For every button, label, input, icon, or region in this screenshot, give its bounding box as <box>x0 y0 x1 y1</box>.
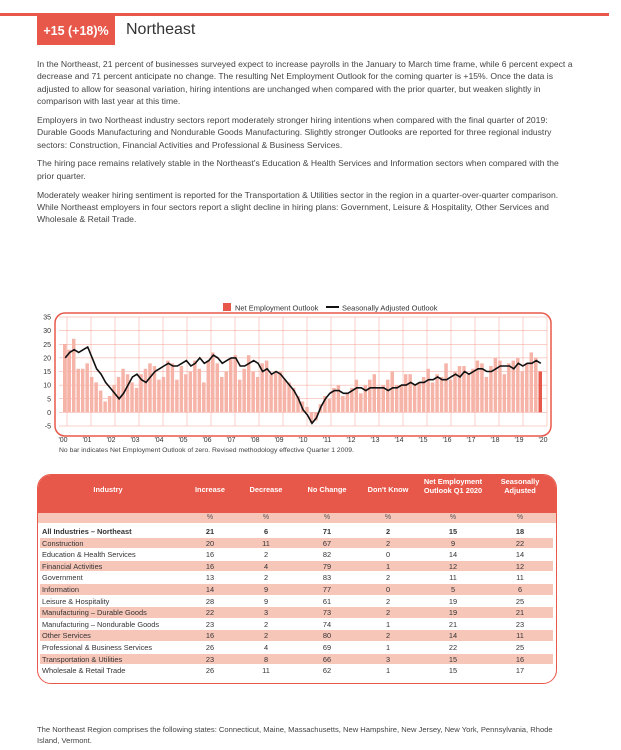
th-increase: Increase <box>195 485 225 494</box>
table-cell: 0 <box>385 585 391 594</box>
table-cell: 23 <box>205 619 215 629</box>
x-tick-label: '11 <box>322 437 332 444</box>
table-cell: 2 <box>385 527 391 536</box>
outlook-bar <box>207 361 210 413</box>
industry-name: Transportation & Utilities <box>42 654 123 664</box>
table-cell: 19 <box>448 608 458 618</box>
outlook-bar <box>85 363 88 412</box>
table-cell: 82 <box>322 550 332 560</box>
outlook-bar <box>498 361 501 413</box>
table-cell: 23 <box>205 654 215 664</box>
outlook-bar <box>458 366 461 412</box>
outlook-bar <box>503 374 506 412</box>
y-tick-label: 20 <box>43 355 51 363</box>
legend-line-label: Seasonally Adjusted Outlook <box>342 303 438 313</box>
x-tick-label: '08 <box>250 437 260 444</box>
outlook-bar <box>278 372 281 413</box>
table-cell: 1 <box>385 619 391 629</box>
legend-bar-label: Net Employment Outlook <box>235 303 319 313</box>
outlook-bar <box>534 358 537 413</box>
th-dont-know: Don't Know <box>367 485 409 494</box>
table-cell: 16 <box>205 631 215 641</box>
table-cell: 0 <box>385 550 391 560</box>
paragraph: The hiring pace remains relatively stable in the Northeast's Education & Health Services and Information sectors when compared with the prior quarter. <box>37 158 559 181</box>
x-tick-label: '00 <box>58 437 68 444</box>
table-cell: 5 <box>450 585 456 594</box>
industry-name: Construction <box>42 538 84 548</box>
table-cell: 20 <box>205 538 215 548</box>
table-cell: 71 <box>322 527 332 536</box>
pct-label: % <box>206 514 214 521</box>
table-cell: 74 <box>322 619 332 629</box>
table-cell: 21 <box>515 608 525 618</box>
table-cell: 2 <box>385 573 391 583</box>
industry-name: Government <box>42 573 83 583</box>
x-tick-label: '02 <box>106 437 116 444</box>
th-net-outlook: Net Employment Outlook Q1 2020 <box>423 477 483 495</box>
paragraph: Employers in two Northeast industry sectors report moderately stronger hiring intentions when compared with the final quarter of 2019: Durable Goods Manufacturing and Nondurable Goods Manufacturing. Slightly stronger Outlooks are reported for three regional industry sectors: Construction, Financial Activities and Professional & Business Services. <box>37 114 552 150</box>
table-cell: 15 <box>448 654 458 664</box>
outlook-bar <box>251 372 254 413</box>
industry-name: Manufacturing – Durable Goods <box>42 608 147 618</box>
industry-name: All Industries – Northeast <box>42 527 132 536</box>
outlook-bar <box>180 366 183 412</box>
table-row <box>40 561 553 572</box>
table-cell: 3 <box>385 654 391 664</box>
chart-note: No bar indicates Net Employment Outlook of zero. Revised methodology effective Quarter 1 2009. <box>59 447 354 454</box>
y-tick-label: -5 <box>44 423 51 431</box>
table-cell: 79 <box>322 561 332 571</box>
table-cell: 16 <box>515 654 525 664</box>
outlook-bar <box>184 374 187 412</box>
table-cell: 25 <box>515 643 525 652</box>
outlook-bar <box>283 380 286 413</box>
outlook-bar <box>390 372 393 413</box>
outlook-bar <box>148 363 151 412</box>
table-header <box>38 475 556 513</box>
x-tick-label: '17 <box>466 437 476 444</box>
table-cell: 14 <box>448 550 458 560</box>
industry-name: Other Services <box>42 631 91 641</box>
table-cell: 19 <box>448 596 458 606</box>
x-tick-label: '14 <box>394 437 404 444</box>
y-tick-label: 35 <box>43 314 51 322</box>
table-cell: 15 <box>448 666 458 676</box>
outlook-bar <box>112 385 115 412</box>
outlook-bar <box>480 363 483 412</box>
table-cell: 61 <box>322 596 332 606</box>
outlook-bar <box>471 369 474 413</box>
outlook-bar <box>355 380 358 413</box>
outlook-bar <box>256 377 259 412</box>
outlook-bar <box>202 382 205 412</box>
outlook-bar <box>171 363 174 412</box>
table-cell: 16 <box>205 561 215 571</box>
outlook-bar <box>157 380 160 413</box>
table-cell: 14 <box>205 585 215 594</box>
table-cell: 9 <box>263 585 269 594</box>
outlook-bar <box>377 388 380 413</box>
x-tick-label: '05 <box>178 437 188 444</box>
table-row <box>40 596 553 607</box>
table-cell: 2 <box>263 550 269 560</box>
table-cell: 2 <box>263 573 269 583</box>
table-cell: 26 <box>205 643 215 652</box>
y-tick-label: 5 <box>47 396 51 404</box>
outlook-bar <box>431 382 434 412</box>
industry-name: Education & Health Services <box>42 550 136 560</box>
pct-label: % <box>262 514 270 521</box>
outlook-bar <box>99 391 102 413</box>
x-axis-labels <box>58 437 547 444</box>
outlook-bar <box>359 393 362 412</box>
outlook-bar <box>63 344 66 412</box>
chart-svg <box>37 300 555 456</box>
outlook-bar <box>507 363 510 412</box>
table-row <box>40 538 553 549</box>
x-tick-label: '20 <box>538 437 548 444</box>
footer-note: The Northeast Region comprises the following states: Connecticut, Maine, Massachusetts, New Hampshire, New Jersey, New York, Pennsylvania, Rhode Island, Vermont. <box>37 725 553 745</box>
table-cell: 13 <box>205 573 215 583</box>
outlook-bar <box>67 350 70 413</box>
outlook-bar <box>198 369 201 413</box>
pct-label: % <box>384 514 392 521</box>
outlook-bar <box>166 361 169 413</box>
x-tick-label: '03 <box>130 437 140 444</box>
outlook-bar <box>175 380 178 413</box>
outlook-bar <box>305 407 308 412</box>
table-cell: 4 <box>263 643 269 652</box>
industry-name: Manufacturing – Nondurable Goods <box>42 619 160 629</box>
table-cell: 23 <box>515 619 525 629</box>
outlook-bar <box>211 352 214 412</box>
table-row <box>40 549 553 560</box>
outlook-bar <box>444 363 447 412</box>
outlook-bar <box>368 380 371 413</box>
outlook-bar <box>126 374 129 412</box>
table-cell: 18 <box>515 527 525 536</box>
table-cell: 11 <box>449 573 457 583</box>
table-cell: 11 <box>262 666 270 676</box>
outlook-bar <box>233 355 236 412</box>
table-cell: 28 <box>205 596 215 606</box>
outlook-bar <box>162 377 165 412</box>
table-cell: 1 <box>385 643 391 652</box>
table-cell: 22 <box>205 608 215 618</box>
table-cell: 25 <box>515 596 525 606</box>
outlook-bar <box>242 369 245 413</box>
table-cell: 21 <box>448 619 458 629</box>
table-cell: 73 <box>322 608 332 618</box>
x-tick-label: '16 <box>442 437 452 444</box>
table-cell: 1 <box>385 561 391 571</box>
outlook-bar <box>238 380 241 413</box>
table-cell: 15 <box>448 527 458 536</box>
outlook-bar <box>216 363 219 412</box>
table-cell: 12 <box>515 561 525 571</box>
outlook-bar <box>274 372 277 413</box>
table-cell: 2 <box>385 538 391 548</box>
x-tick-label: '07 <box>226 437 236 444</box>
table-cell: 14 <box>448 631 458 641</box>
table-cell: 9 <box>450 538 456 548</box>
body-text <box>37 58 577 232</box>
pct-label: % <box>516 514 524 521</box>
region-title: Northeast <box>126 21 196 38</box>
table-row <box>40 665 553 676</box>
table-row <box>40 572 553 583</box>
outlook-bar <box>337 385 340 412</box>
outlook-bar <box>417 382 420 412</box>
table-row <box>40 607 553 618</box>
percent-row <box>38 513 556 523</box>
th-no-change: No Change <box>307 485 347 494</box>
outlook-bar <box>404 374 407 412</box>
outlook-bar <box>130 382 133 412</box>
y-tick-label: 25 <box>43 341 51 349</box>
table-cell: 69 <box>322 643 332 652</box>
y-tick-label: 30 <box>43 328 51 336</box>
outlook-bar <box>144 369 147 413</box>
industry-table <box>37 474 557 684</box>
table-cell: 62 <box>322 666 332 676</box>
table-row <box>40 526 553 537</box>
table-cell: 22 <box>448 643 458 652</box>
y-tick-label: 10 <box>43 382 51 390</box>
outlook-bar <box>269 374 272 412</box>
outlook-bar <box>81 369 84 413</box>
outlook-bar <box>395 385 398 412</box>
outlook-bar <box>108 396 111 412</box>
outlook-bar <box>341 396 344 412</box>
table-cell: 3 <box>263 608 269 618</box>
x-tick-label: '15 <box>418 437 428 444</box>
table-cell: 2 <box>385 596 391 606</box>
table-cell: 67 <box>322 538 332 548</box>
paragraph: Moderately weaker hiring sentiment is reported for the Transportation & Utilities sector in the region in a quarter-over-quarter comparison. While Northeast employers in four sectors report a slight decline in hiring plans: Government, Leisure & Hospitality, Other Services and Wholesale & Retail Trade. <box>37 189 559 225</box>
outlook-bar <box>189 372 192 413</box>
th-seasonally-adjusted: Seasonally Adjusted <box>500 477 540 495</box>
outlook-bar <box>489 366 492 412</box>
y-tick-label: 0 <box>47 409 51 417</box>
table-cell: 80 <box>322 631 332 641</box>
outlook-bar <box>525 363 528 412</box>
industry-name: Wholesale & Retail Trade <box>42 666 126 676</box>
outlook-bar <box>413 385 416 412</box>
outlook-bar <box>220 377 223 412</box>
outlook-badge: +15 (+18)% <box>37 16 115 45</box>
table-row <box>40 584 553 595</box>
pct-label: % <box>323 514 331 521</box>
table-cell: 2 <box>263 631 269 641</box>
table-cell: 14 <box>515 550 525 560</box>
table-cell: 16 <box>205 550 215 560</box>
outlook-bar <box>386 380 389 413</box>
y-tick-label: 15 <box>43 369 51 376</box>
pct-label: % <box>449 514 457 521</box>
table-cell: 66 <box>322 654 332 664</box>
industry-name: Information <box>42 585 79 594</box>
outlook-bar <box>435 374 438 412</box>
table-cell: 2 <box>263 619 269 629</box>
table-cell: 11 <box>262 538 270 548</box>
industry-name: Professional & Business Services <box>42 643 153 652</box>
outlook-bar <box>399 385 402 412</box>
outlook-bar <box>530 352 533 412</box>
y-axis-labels <box>43 315 51 431</box>
outlook-bar <box>494 358 497 413</box>
x-tick-label: '09 <box>274 437 284 444</box>
outlook-bar <box>449 380 452 413</box>
table-row <box>40 654 553 665</box>
table-row <box>40 630 553 641</box>
table-cell: 21 <box>205 527 215 536</box>
table-row <box>40 619 553 630</box>
industry-name: Leisure & Hospitality <box>42 596 110 606</box>
table-cell: 83 <box>322 573 332 583</box>
legend-bar-swatch <box>223 303 231 311</box>
table-cell: 2 <box>385 631 391 641</box>
table-cell: 9 <box>263 596 269 606</box>
outlook-bar <box>440 377 443 412</box>
table-cell: 12 <box>448 561 458 571</box>
x-tick-label: '04 <box>154 437 164 444</box>
outlook-bar <box>408 374 411 412</box>
x-tick-label: '18 <box>490 437 500 444</box>
table-cell: 4 <box>263 561 269 571</box>
outlook-bar <box>521 372 524 413</box>
table-cell: 6 <box>517 585 523 594</box>
table-cell: 8 <box>263 654 269 664</box>
table-cell: 1 <box>385 666 391 676</box>
table-cell: 77 <box>322 585 332 594</box>
outlook-bar <box>135 388 138 413</box>
outlook-bar <box>373 374 376 412</box>
outlook-bar <box>76 369 79 413</box>
table-cell: 6 <box>263 527 269 536</box>
outlook-bar <box>485 377 488 412</box>
table-cell: 11 <box>516 631 524 641</box>
outlook-bar <box>103 401 106 412</box>
x-tick-label: '10 <box>298 437 308 444</box>
outlook-bar <box>90 377 93 412</box>
outlook-bar <box>328 399 331 413</box>
outlook-bar <box>467 374 470 412</box>
table-cell: 26 <box>205 666 215 676</box>
table-cell: 11 <box>516 573 524 583</box>
x-tick-label: '12 <box>346 437 356 444</box>
x-tick-label: '01 <box>82 437 92 444</box>
th-decrease: Decrease <box>249 485 283 494</box>
x-tick-label: '06 <box>202 437 212 444</box>
outlook-bar <box>229 358 232 413</box>
table-cell: 17 <box>515 666 525 676</box>
outlook-bar <box>193 361 196 413</box>
outlook-bar <box>224 372 227 413</box>
outlook-bar <box>539 372 542 413</box>
table-cell: 22 <box>515 538 525 548</box>
outlook-bar <box>94 382 97 412</box>
outlook-bar <box>453 372 456 413</box>
outlook-bar <box>346 393 349 412</box>
industry-name: Financial Activities <box>42 561 103 571</box>
table-cell: 2 <box>385 608 391 618</box>
outlook-chart <box>37 300 555 456</box>
x-tick-label: '19 <box>514 437 524 444</box>
outlook-bar <box>117 377 120 412</box>
x-tick-label: '13 <box>370 437 380 444</box>
table-row <box>40 642 553 653</box>
paragraph: In the Northeast, 21 percent of businesses surveyed expect to increase payrolls in the January to March time frame, while 6 percent expect a decrease and 71 percent anticipate no change. The resulting Net Employment Outlook for the coming quarter is +15%. Once the data is adjusted to allow for seasonal variation, hiring intentions are unchanged when compared with the prior quarter, but weaken slightly in comparison with last year at this time. <box>37 59 573 107</box>
outlook-bar <box>426 369 429 413</box>
th-industry: Industry <box>93 485 123 494</box>
